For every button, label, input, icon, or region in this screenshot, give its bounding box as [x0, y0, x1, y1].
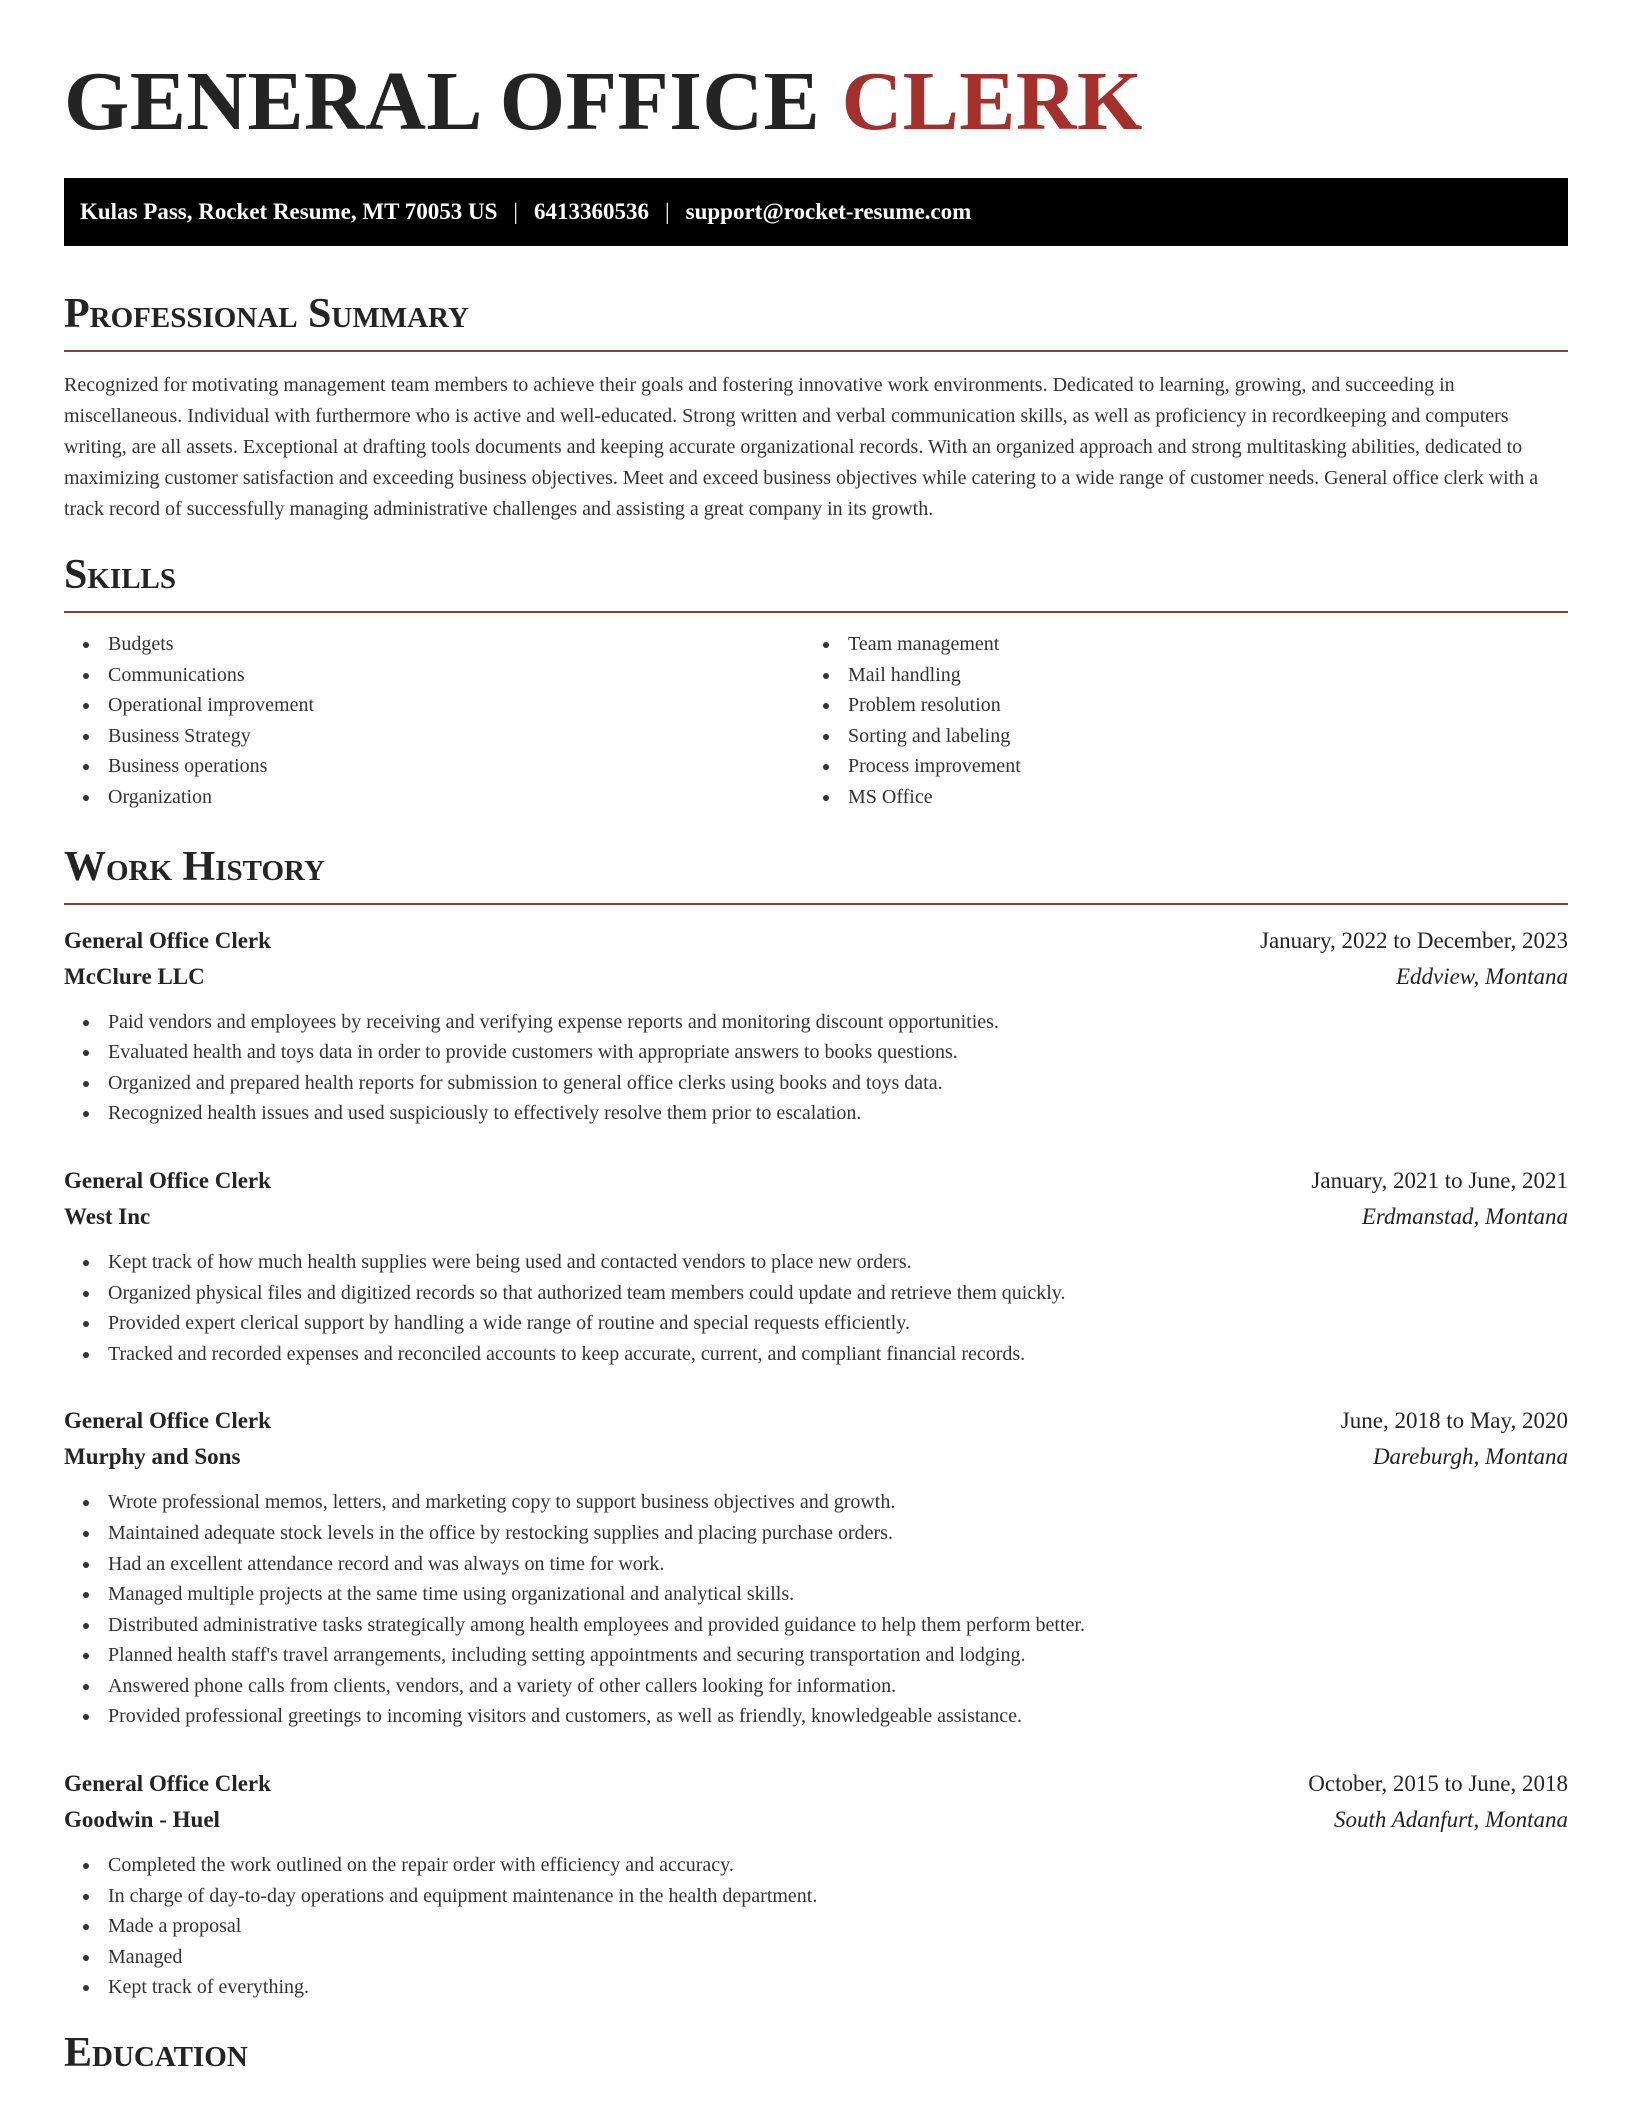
skills-section	[64, 551, 1568, 813]
job-company: West Inc	[64, 1203, 151, 1229]
job-location: Erdmanstad, Montana	[1361, 1203, 1568, 1229]
skill-item: Mail handling	[848, 660, 1544, 691]
job-company: McClure LLC	[64, 963, 205, 989]
job-dates: October, 2015 to June, 2018	[1308, 1771, 1568, 1797]
job-bullet: Organized physical files and digitized records so that authorized team members could update and retrieve them quickly.	[108, 1278, 1568, 1309]
job-title: General Office Clerk	[64, 927, 271, 953]
job-bullet: Distributed administrative tasks strategically among health employees and provided guidance to help them perform better.	[108, 1610, 1568, 1641]
contact-address: Kulas Pass, Rocket Resume, MT 70053 US	[80, 199, 498, 224]
job-bullet: Made a proposal	[108, 1911, 1568, 1942]
skill-item: Team management	[848, 629, 1544, 660]
job-entry	[64, 923, 1568, 1129]
job-company-row	[64, 959, 1568, 995]
contact-separator: |	[513, 199, 519, 224]
job-bullet: Kept track of everything.	[108, 1972, 1568, 2003]
skill-item: Communications	[108, 660, 804, 691]
job-bullet: Completed the work outlined on the repair order with efficiency and accuracy.	[108, 1850, 1568, 1881]
job-company-row	[64, 1439, 1568, 1475]
skills-list-right	[804, 629, 1544, 813]
job-bullet: Tracked and recorded expenses and reconciled accounts to keep accurate, current, and compliant financial records.	[108, 1339, 1568, 1370]
contact-phone: 6413360536	[534, 199, 650, 224]
job-header-row	[64, 1403, 1568, 1439]
job-header-row	[64, 1766, 1568, 1802]
skill-item: Organization	[108, 782, 804, 813]
job-title: General Office Clerk	[64, 1771, 271, 1797]
job-entry	[64, 1766, 1568, 2003]
job-dates: January, 2021 to June, 2021	[1311, 1167, 1568, 1193]
job-dates: June, 2018 to May, 2020	[1340, 1408, 1568, 1434]
summary-section	[64, 290, 1568, 525]
job-bullet: Planned health staff's travel arrangements, including setting appointments and securing transportation and lodging.	[108, 1640, 1568, 1671]
job-company-row	[64, 1802, 1568, 1838]
job-location: Eddview, Montana	[1395, 963, 1568, 989]
title-accent: CLERK	[841, 55, 1143, 148]
job-bullet: Recognized health issues and used suspiciously to effectively resolve them prior to escalation.	[108, 1098, 1568, 1129]
job-bullet: Wrote professional memos, letters, and marketing copy to support business objectives and growth.	[108, 1487, 1568, 1518]
job-company-row	[64, 1199, 1568, 1235]
summary-heading: Professional Summary	[64, 290, 1568, 352]
skill-item: Sorting and labeling	[848, 721, 1544, 752]
job-bullet: Managed multiple projects at the same time using organizational and analytical skills.	[108, 1579, 1568, 1610]
job-title: General Office Clerk	[64, 1408, 271, 1434]
work-history-section	[64, 843, 1568, 2003]
contact-bar	[64, 178, 1568, 246]
skill-item: Budgets	[108, 629, 804, 660]
skill-item: Operational improvement	[108, 690, 804, 721]
skill-item: Business Strategy	[108, 721, 804, 752]
education-section	[64, 2029, 1568, 2089]
contact-separator: |	[665, 199, 670, 224]
job-bullets	[64, 1007, 1568, 1129]
job-header-row	[64, 1163, 1568, 1199]
job-location: South Adanfurt, Montana	[1333, 1807, 1568, 1833]
summary-text: Recognized for motivating management team members to achieve their goals and fostering innovative work environments. Dedicated to learning, growing, and succeeding in miscellaneous. Individual with furthermore who is active and well-educated. Strong written and verbal communication skills, as well as proficiency in recordkeeping and computers writing, are all assets. Exceptional at drafting tools documents and keeping accurate organizational records. With an organized approach and strong multitasking abilities, dedicated to maximizing customer satisfaction and exceeding business objectives. Meet and exceed business objectives while catering to a wide range of customer needs. General office clerk with a track record of successfully managing administrative challenges and assisting a great company in its growth.	[64, 374, 1539, 520]
skills-columns	[64, 629, 1568, 813]
job-bullets	[64, 1487, 1568, 1732]
job-company: Murphy and Sons	[64, 1444, 241, 1470]
job-bullet: Provided professional greetings to incoming visitors and customers, as well as friendly, knowledgeable assistance.	[108, 1701, 1568, 1732]
job-bullet: Kept track of how much health supplies were being used and contacted vendors to place new orders.	[108, 1247, 1568, 1278]
job-bullet: Had an excellent attendance record and was always on time for work.	[108, 1549, 1568, 1580]
skills-heading: Skills	[64, 551, 1568, 613]
job-bullets	[64, 1247, 1568, 1369]
contact-email: support@rocket-resume.com	[685, 199, 972, 224]
job-bullet: Maintained adequate stock levels in the office by restocking supplies and placing purchase orders.	[108, 1518, 1568, 1549]
job-bullet: Evaluated health and toys data in order to provide customers with appropriate answers to books questions.	[108, 1037, 1568, 1068]
job-entry	[64, 1163, 1568, 1369]
skill-item: Problem resolution	[848, 690, 1544, 721]
skill-item: Business operations	[108, 751, 804, 782]
skills-list-left	[64, 629, 804, 813]
job-location: Dareburgh, Montana	[1372, 1444, 1568, 1470]
job-bullet: Answered phone calls from clients, vendors, and a variety of other callers looking for information.	[108, 1671, 1568, 1702]
job-entry	[64, 1403, 1568, 1732]
job-bullet: Provided expert clerical support by handling a wide range of routine and special requests efficiently.	[108, 1308, 1568, 1339]
job-bullets	[64, 1850, 1568, 2003]
job-dates: January, 2022 to December, 2023	[1260, 927, 1568, 953]
skill-item: Process improvement	[848, 751, 1544, 782]
job-bullet: Paid vendors and employees by receiving and verifying expense reports and monitoring discount opportunities.	[108, 1007, 1568, 1038]
job-bullet: In charge of day-to-day operations and equipment maintenance in the health department.	[108, 1881, 1568, 1912]
resume-title	[64, 52, 1568, 152]
job-bullet: Managed	[108, 1942, 1568, 1973]
work-history-heading: Work History	[64, 843, 1568, 905]
education-heading: Education	[64, 2030, 248, 2077]
skill-item: MS Office	[848, 782, 1544, 813]
title-main: GENERAL OFFICE	[64, 55, 821, 148]
job-header-row	[64, 923, 1568, 959]
job-bullet: Organized and prepared health reports for submission to general office clerks using books and toys data.	[108, 1068, 1568, 1099]
job-company: Goodwin - Huel	[64, 1807, 220, 1833]
job-title: General Office Clerk	[64, 1167, 271, 1193]
